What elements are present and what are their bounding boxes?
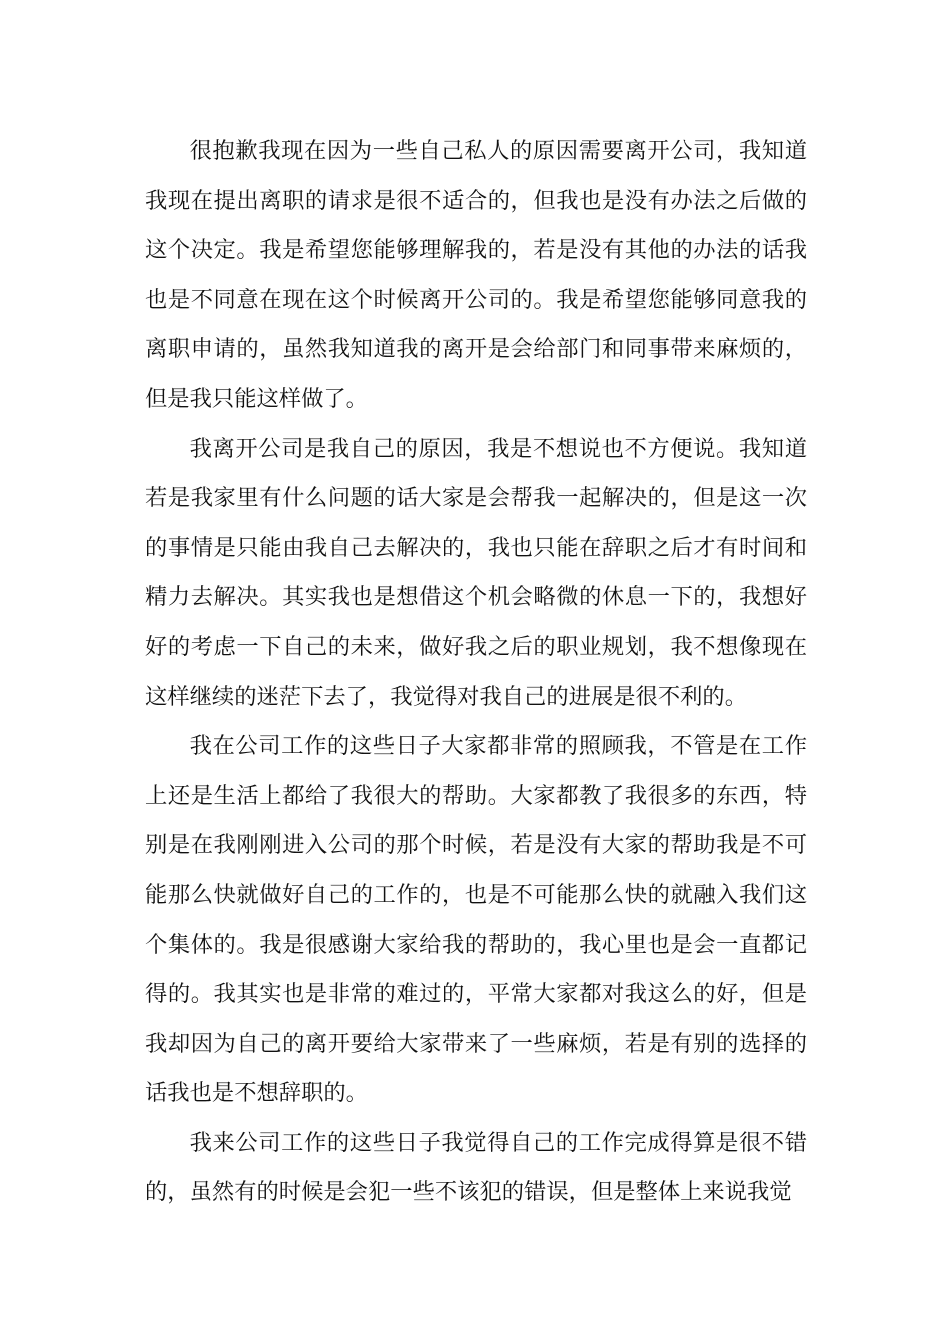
paragraph: 我来公司工作的这些日子我觉得自己的工作完成得算是很不错的，虽然有的时候是会犯一些不该犯的错误，但是整体上来说我觉 xyxy=(145,1129,807,1206)
paragraph: 我离开公司是我自己的原因，我是不想说也不方便说。我知道若是我家里有什么问题的话大家是会帮我一起解决的，但是这一次的事情是只能由我自己去解决的，我也只能在辞职之后才有时间和精力去解决。其实我也是想借这个机会略微的休息一下的，我想好好的考虑一下自己的未来，做好我之后的职业规划，我不想像现在这样继续的迷茫下去了，我觉得对我自己的进展是很不利的。 xyxy=(145,435,807,710)
paragraph: 我在公司工作的这些日子大家都非常的照顾我，不管是在工作上还是生活上都给了我很大的帮助。大家都教了我很多的东西，特别是在我刚刚进入公司的那个时候，若是没有大家的帮助我是不可能那么快就做好自己的工作的，也是不可能那么快的就融入我们这个集体的。我是很感谢大家给我的帮助的，我心里也是会一直都记得的。我其实也是非常的难过的，平常大家都对我这么的好，但是我却因为自己的离开要给大家带来了一些麻烦，若是有别的选择的话我也是不想辞职的。 xyxy=(145,733,807,1107)
document-body xyxy=(145,127,807,1218)
paragraph: 很抱歉我现在因为一些自己私人的原因需要离开公司，我知道我现在提出离职的请求是很不适合的，但我也是没有办法之后做的这个决定。我是希望您能够理解我的，若是没有其他的办法的话我也是不同意在现在这个时候离开公司的。我是希望您能够同意我的离职申请的，虽然我知道我的离开是会给部门和同事带来麻烦的，但是我只能这样做了。 xyxy=(145,138,807,412)
